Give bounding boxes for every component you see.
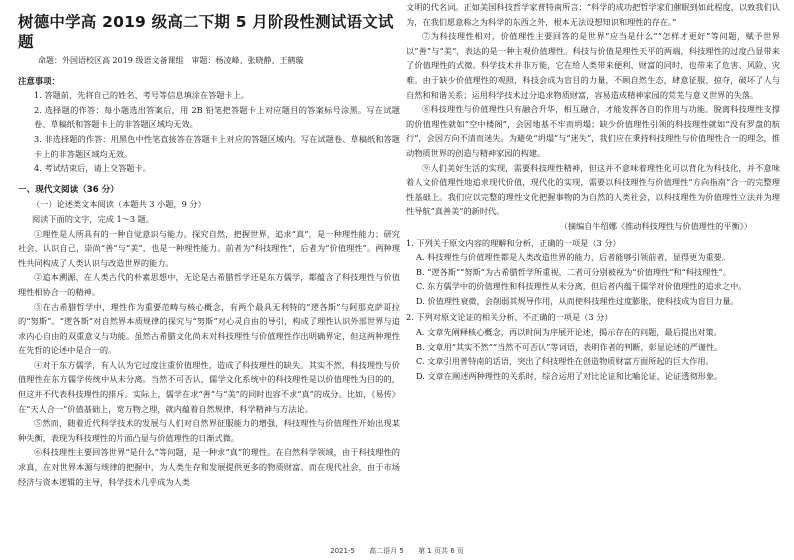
footer-page-number: 第 1 页共 6 页 [418,547,464,555]
notice-rule-2: 2. 选择题的作答：每小题选出答案后，用 2B 铅笔把答题卡上对应题目的答案标号涂黑。写在试题卷、草稿纸和答题卡上的非答题区域均无效。 [34,104,400,130]
question-2-option-c: C. 文章引用普特南的话语，突出了科技理性在创造物质财富方面所起的巨大作用。 [416,356,714,367]
question-1-option-a: A. 科技理性与价值理性都是人类改造世界的能力，后者能够引领前者，显得更为重要。 [416,252,731,263]
right-column [406,0,780,383]
footer-date: 2021-5 [330,547,355,555]
left-column [18,0,400,489]
article-paragraph-6: ⑥科技理性主要回答世界“是什么”等问题，是一种求“真”的理性。在自然科学领域，由于科技理性的求真，在对世界本源与规律的把握中，为人类生存和发展提供更多的物质财富。而在现代社会，由于市场经济与资本逻辑的主导，科学技术几乎成为人类 [18,447,400,487]
page-footer [0,546,794,556]
article-paragraph-4: ④对于东方儒学，有人认为它过度注重价值理性，造成了科技理性的缺失。其实不然，科技理性与价值理性在东方儒学传统中从未分离。当然不可否认，儒学文化系统中的科技理性是以价值理性为目的的，但这并不代表科技理性的排斥。实际上，儒学在求“善”与“美”的同时也容不求“真”的成分。比如，《易传》在“天人合一”价值基础上，宽万物之理，就内蕴着自然规律，科学精神与方法论。 [18,359,400,414]
article-paragraph-7: ⑦为科技理性相对，价值理性主要回答的是世界“应当是什么”“怎样才更好”等问题，赋予世界以“善”与“美”，表达的是一种主观价值理性。科技与价值是理性天平的两端，科技理性的过度凸显带来了价值理性的式微。科学技术并非万能，它在给人类带来便利、财富的同时，也带来了危害、风险、灾难。由于缺少价值理性的观照，科技会成为盲目的力量，不顾自然生态，肆意征服、掠夺，破坏了人与自然和和谐关系；运用科学技术过分追求物质财富，容易造成精神家园的荒芜与意义世界的失落。 [406,31,780,100]
subsection-title: （一）论述类文本阅读（本题共 3 小题，9 分） [32,199,206,210]
question-1-stem: 1. 下列关于原文内容的理解和分析，正确的一项是（3 分） [406,237,621,248]
notice-rule-4: 4. 考试结束后，请上交答题卡。 [34,163,151,174]
question-2-option-b: B. 文章用“其实不然”“当然不可否认”等词语，表明作者的判断，彰显论述的严谨性。 [416,341,723,352]
article-paragraph-3: ③在古希腊哲学中，理性作为重要范畴与核心概念，有两个最具无利特的“逻各斯”与阿那克萨哥拉的“努斯”。“逻各斯”对自然界本质规律的探究与“努斯”对心灵自由的导引，构成了理性认识外部世界与追求内心自由的双重意义与功能。虽然古希腊文化尚未对科技理性与价值理性作出明确界定，但这两种理性在先哲的论述中是合一的。 [18,301,400,356]
question-2-option-a: A. 文章先阐释核心概念，再以时间为序展开论述，揭示存在的问题，最后提出对策。 [416,327,722,338]
reading-instruction: 阅读下面的文字，完成 1～3 题。 [32,213,155,224]
question-1-option-c: C. 东方儒学中的价值理性和科技理性从未分离，但后者内蕴于儒学对价值理性的追求之中。 [416,281,747,292]
authors-line: 命题：外国语校区高 2019 级语文备课组 审题：杨凌峰、张晓静、王鹤璇 [38,56,304,65]
footer-course: 高二语月 5 [369,547,404,555]
question-1-option-d: D. 价值理性衰微，会削弱其规导作用，从而使科技理性过度膨胀，使科技成为盲目力量。 [416,295,739,306]
notice-rule-1: 1. 答题前，先将自己的姓名、考号等信息填涂在答题卡上。 [34,90,250,101]
article-paragraph-1: ①理性是人所具有的一种自觉意识与能力。探究自然，把握世界，追求“真”，是一种理性能力；研究社会，认识自己，崇尚“善”与“美”，也是一种理性能力。前者为“科技理性”，后者为“价值理性”。两种理性共同构成了人类认识与改造世界的能力。 [18,228,400,268]
article-paragraph-9: ⑨人们美好生活的实现，需要科技理性精神，但这并不意味着理性化可以背化为科技化，并不意味着人文价值理性地追求现代价值，现代化的实现，需要以科技理性与价值理性“方向指南”合一的完整理性基础上。我们应以完整的理性文化把握事物的为自然的人类社会，以科技理性为价值理性立法并为理性导航“真善美”的新时代。 [406,162,780,217]
article-paragraph-8: ⑧科技理性与价值理性只有融合升华，相互融合，才能发挥各自的作用与功能。脱离科技理性支撑的价值理性就如“空中楼阁”，会因地基不牢而坍塌；缺少价值理性引领的科技理性就如“没有罗盘的航行”，会因方向不清而迷失。为避免“坍塌”与“迷失”，我们应在秉持科技理性与价值理性合一的理念，推动物质世界的创造与精神家园的构建。 [406,104,780,158]
notice-rule-3: 3. 非选择题的作答：用黑色中性笔直接答在答题卡上对应的答题区域内。写在试题卷、草稿纸和答题卡上的非答题区域均无效。 [34,133,400,159]
section-title: 一、现代文阅读（36 分） [18,184,119,195]
exam-title: 树德中学高 2019 级高二下期 5 月阶段性测试语文试题 [18,13,394,51]
article-paragraph-6-cont: 文明的代名词。正如美国科技哲学家普特南所言：“科学的成功把哲学家们催眠到如此程度，以致我们认为，在我们愿意称之为科学的东西之外，根本无法设想知识和理性的存在。” [406,2,780,27]
article-paragraph-5: ⑤然而，随着近代科学技术的发展与人们对自然界征服能力的增强，科技理性与价值理性开始出现某种失衡，表现为科技理性的片面凸显与价值理性的日渐式微。 [18,418,400,443]
notice-label: 注意事项： [18,75,60,86]
question-1-option-b: B. “逻各斯”“努斯”为古希腊哲学所重视，二者可分别被视为“价值理性”和“科技理性”。 [416,266,731,277]
question-2-option-d: D. 文章在阐述两种理性的关系时，综合运用了对比论证和比喻论证，论证透彻形象。 [416,370,723,381]
article-source: （摘编自牛绍娜《推动科技理性与价值理性的平衡》） [559,220,752,231]
article-paragraph-2: ②追本溯源，在人类古代的朴素思想中，无论是古希腊哲学还是东方儒学，都蕴含了科技理性与价值理性相协合一的精神。 [18,272,400,297]
question-2-stem: 2. 下列对原文论证的相关分析，不正确的一项是（3 分） [406,312,613,323]
